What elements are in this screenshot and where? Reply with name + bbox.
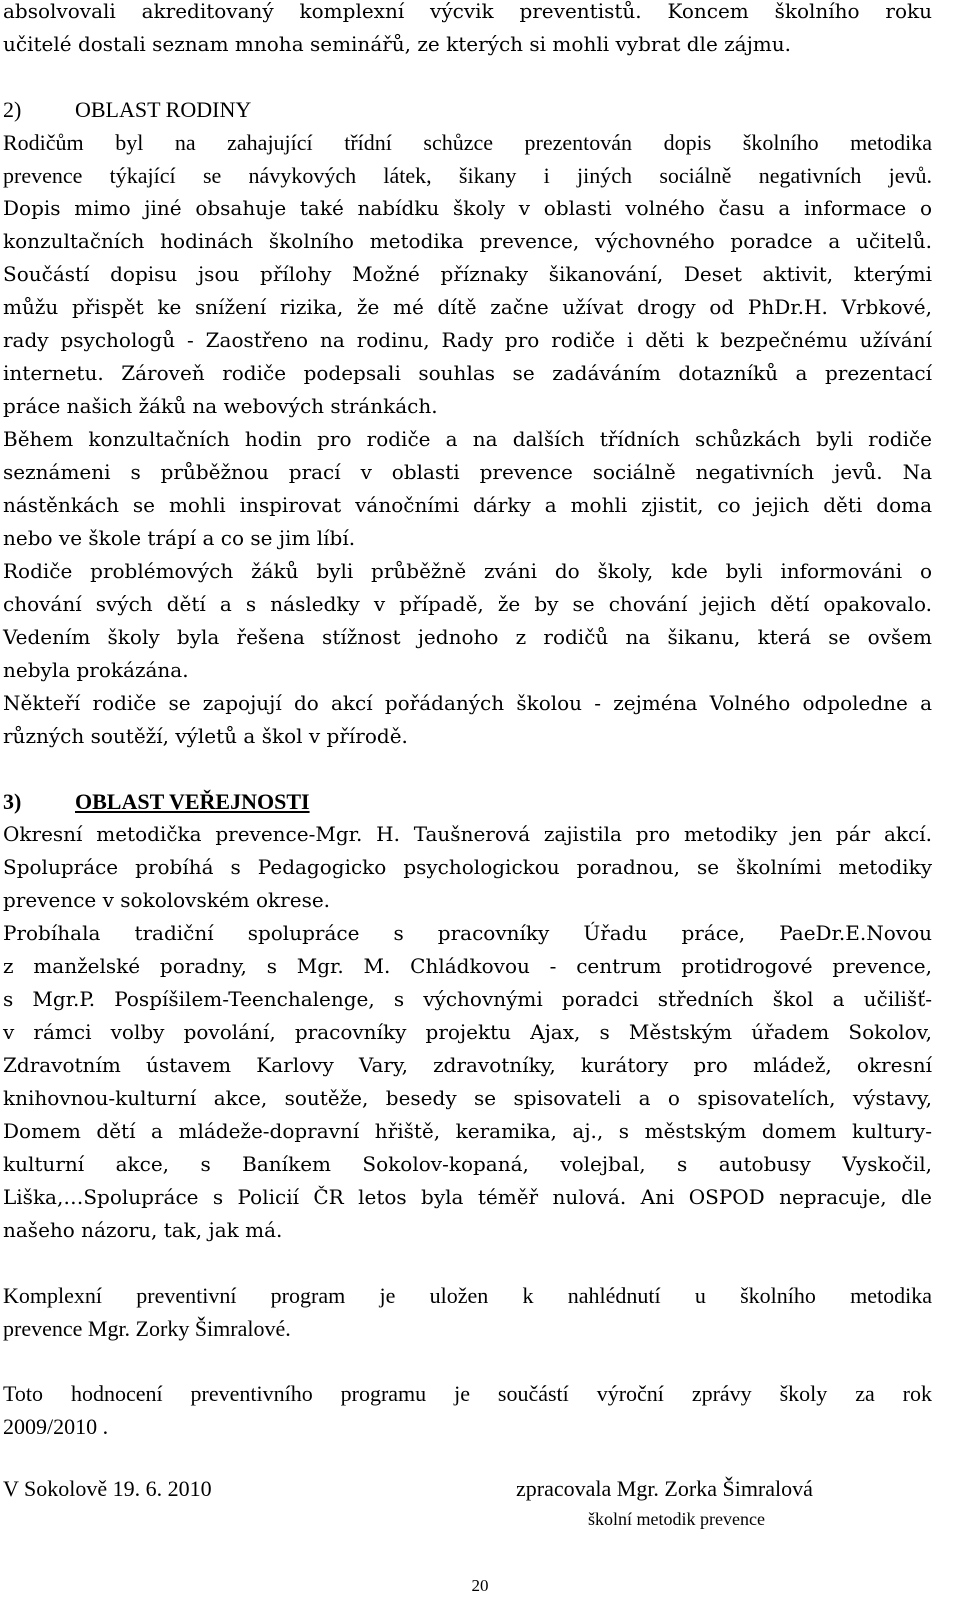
paragraph-line: 2009/2010 . [3,1414,109,1439]
paragraph-line: Komplexní preventivní program je uložen k nahlédnutí u školního metodika [3,1283,932,1308]
intro-line: učitelé dostali seznam mnoha seminářů, ze kterých si mohli vybrat dle zájmu. [3,32,792,56]
section-number: 2) [3,97,22,122]
paragraph-line: prevence v sokolovském okrese. [3,888,331,912]
signature-author: zpracovala Mgr. Zorka Šimralová [516,1476,813,1501]
section-title: OBLAST VEŘEJNOSTI [75,789,310,814]
paragraph-line: Zdravotním ústavem Karlovy Vary, zdravotníky, kurátory pro mládež, okresní [3,1053,932,1077]
paragraph-line: Spolupráce probíhá s Pedagogicko psychologickou poradnou, se školními metodiky [3,855,932,879]
section-title: OBLAST RODINY [75,97,252,122]
paragraph-line: různých soutěží, výletů a škol v přírodě. [3,724,408,748]
paragraph-line: Rodičům byl na zahajující třídní schůzce prezentován dopis školního metodika [3,130,932,155]
paragraph-line: Probíhala tradiční spolupráce s pracovníky Úřadu práce, PaeDr.E.Novou [3,921,932,945]
paragraph-line: internetu. Zároveň rodiče podepsali souhlas se zadáváním dotazníků a prezentací [3,361,932,385]
page-number: 20 [471,1576,489,1595]
section-heading-verejnosti [3,785,310,818]
paragraph-line: Toto hodnocení preventivního programu je součástí výroční zprávy školy za rok [3,1381,932,1406]
section-heading-rodiny [3,93,251,126]
paragraph-line: Rodiče problémových žáků byli průběžně zváni do školy, kde byli informováni o [3,559,932,583]
paragraph-line: nebo ve škole trápí a co se jim líbí. [3,526,356,550]
paragraph-line: s Mgr.P. Pospíšilem-Teenchalenge, s výchovnými poradci středních škol a učilišť- [3,987,932,1011]
paragraph-line: Vedením školy byla řešena stížnost jednoho z rodičů na šikanu, která se ovšem [3,625,932,649]
paragraph-line: chování svých dětí a s následky v případě, že by se chování jejich dětí opakovalo. [3,592,932,616]
paragraph-line: Součástí dopisu jsou přílohy Možné příznaky šikanování, Deset aktivit, kterými [3,262,932,286]
place-date: V Sokolově 19. 6. 2010 [3,1476,212,1501]
paragraph-line: práce našich žáků na webových stránkách. [3,394,438,418]
signature-role: školní metodik prevence [588,1509,765,1529]
paragraph-line: prevence Mgr. Zorky Šimralové. [3,1316,291,1341]
paragraph-line: rady psychologů - Zaostřeno na rodinu, Rady pro rodiče i děti k bezpečnému užívání [3,328,932,352]
paragraph-line: Liška,…Spolupráce s Policií ČR letos byla téměř nulová. Ani OSPOD nepracuje, dle [3,1185,932,1209]
paragraph-line: můžu přispět ke snížení rizika, že mé dítě začne užívat drogy od PhDr.H. Vrbkové, [3,295,932,319]
paragraph-line: Domem dětí a mládeže-dopravní hřiště, keramika, aj., s městským domem kultury- [3,1119,932,1143]
paragraph-line: Někteří rodiče se zapojují do akcí pořádaných školou - zejména Volného odpoledne a [3,691,932,715]
paragraph-line: knihovnou-kulturní akce, soutěže, besedy se spisovateli a o spisovatelích, výstavy, [3,1086,932,1110]
paragraph-line: našeho názoru, tak, jak má. [3,1218,283,1242]
paragraph-line: Během konzultačních hodin pro rodiče a na dalších třídních schůzkách byli rodiče [3,427,932,451]
paragraph-line: kulturní akce, s Baníkem Sokolov-kopaná, volejbal, s autobusy Vyskočil, [3,1152,932,1176]
section-number: 3) [3,789,22,814]
paragraph-line: nástěnkách se mohli inspirovat vánočními dárky a mohli zjistit, co jejich děti doma [3,493,932,517]
paragraph-line: konzultačních hodinách školního metodika prevence, výchovného poradce a učitelů. [3,229,932,253]
paragraph-line: nebyla prokázána. [3,658,189,682]
intro-line: absolvovali akreditovaný komplexní výcvik preventistů. Koncem školního roku [3,0,932,23]
paragraph-line: z manželské poradny, s Mgr. M. Chládkovou - centrum protidrogové prevence, [3,954,932,978]
paragraph-line: Okresní metodička prevence-Mgr. H. Taušnerová zajistila pro metodiky jen pár akcí. [3,822,932,846]
paragraph-line: Dopis mimo jiné obsahuje také nabídku školy v oblasti volného času a informace o [3,196,932,220]
paragraph-line: prevence týkající se návykových látek, šikany i jiných sociálně negativních jevů. [3,163,932,188]
paragraph-line: v rámci volby povolání, pracovníky projektu Ajax, s Městským úřadem Sokolov, [3,1020,932,1044]
paragraph-line: seznámeni s průběžnou prací v oblasti prevence sociálně negativních jevů. Na [3,460,932,484]
